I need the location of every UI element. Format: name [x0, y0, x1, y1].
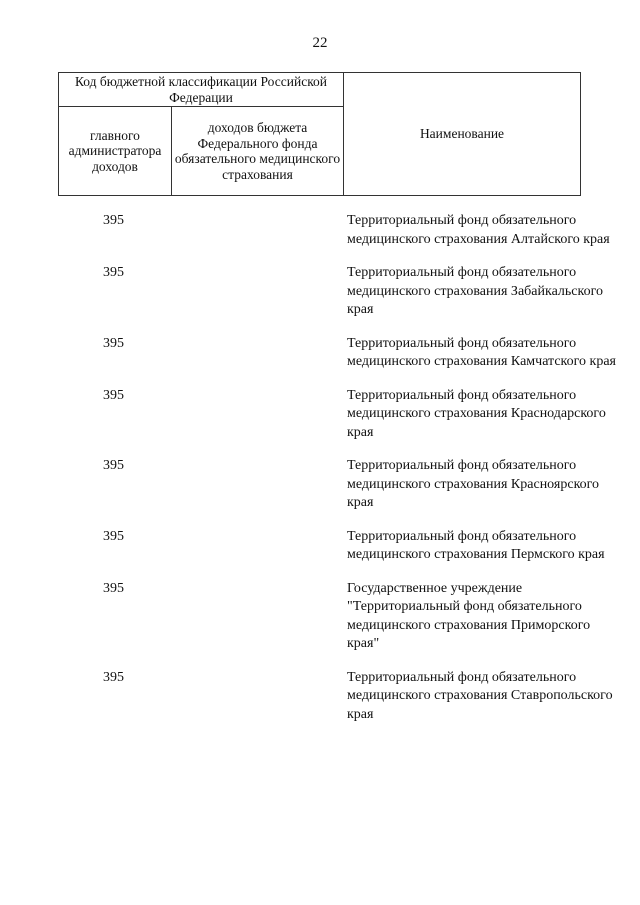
page-number: 22	[312, 35, 328, 51]
list-item	[0, 669, 640, 725]
list-item	[0, 457, 640, 513]
budget-income-column-header: доходов бюджета Федерального фонда обязательного медицинского страхования	[172, 107, 344, 196]
list-item	[0, 264, 640, 320]
list-item	[0, 580, 640, 654]
admin-code: 395	[103, 669, 124, 685]
header-table	[58, 72, 581, 196]
admin-code: 395	[103, 528, 124, 544]
fund-name: Государственное учреждение "Территориальный фонд обязательного медицинского страхования Приморского края"	[347, 580, 591, 651]
admin-code: 395	[103, 335, 124, 351]
fund-name: Территориальный фонд обязательного медицинского страхования Пермского края	[347, 528, 605, 562]
budget-classification-code-header: Код бюджетной классификации Российской Федерации	[59, 73, 344, 107]
admin-code: 395	[103, 580, 124, 596]
fund-name: Территориальный фонд обязательного медицинского страхования Камчатского края	[347, 335, 616, 369]
list-item	[0, 212, 640, 249]
admin-code: 395	[103, 265, 124, 280]
list-item	[0, 528, 640, 565]
fund-name: Территориальный фонд обязательного медицинского страхования Ставропольского края	[347, 669, 613, 722]
list-item	[0, 387, 640, 443]
fund-list	[0, 212, 640, 724]
list-item	[0, 335, 640, 372]
chief-administrator-column-header: главного администратора доходов	[59, 107, 172, 196]
fund-name: Территориальный фонд обязательного медицинского страхования Красноярского края	[347, 458, 600, 510]
fund-name: Территориальный фонд обязательного медицинского страхования Краснодарского края	[347, 387, 606, 440]
admin-code: 395	[103, 213, 124, 228]
admin-code: 395	[103, 387, 124, 403]
fund-name: Территориальный фонд обязательного медицинского страхования Алтайского края	[347, 213, 610, 247]
fund-name: Территориальный фонд обязательного медицинского страхования Забайкальского края	[347, 265, 603, 317]
name-column-header: Наименование	[344, 73, 581, 196]
admin-code: 395	[103, 458, 124, 473]
